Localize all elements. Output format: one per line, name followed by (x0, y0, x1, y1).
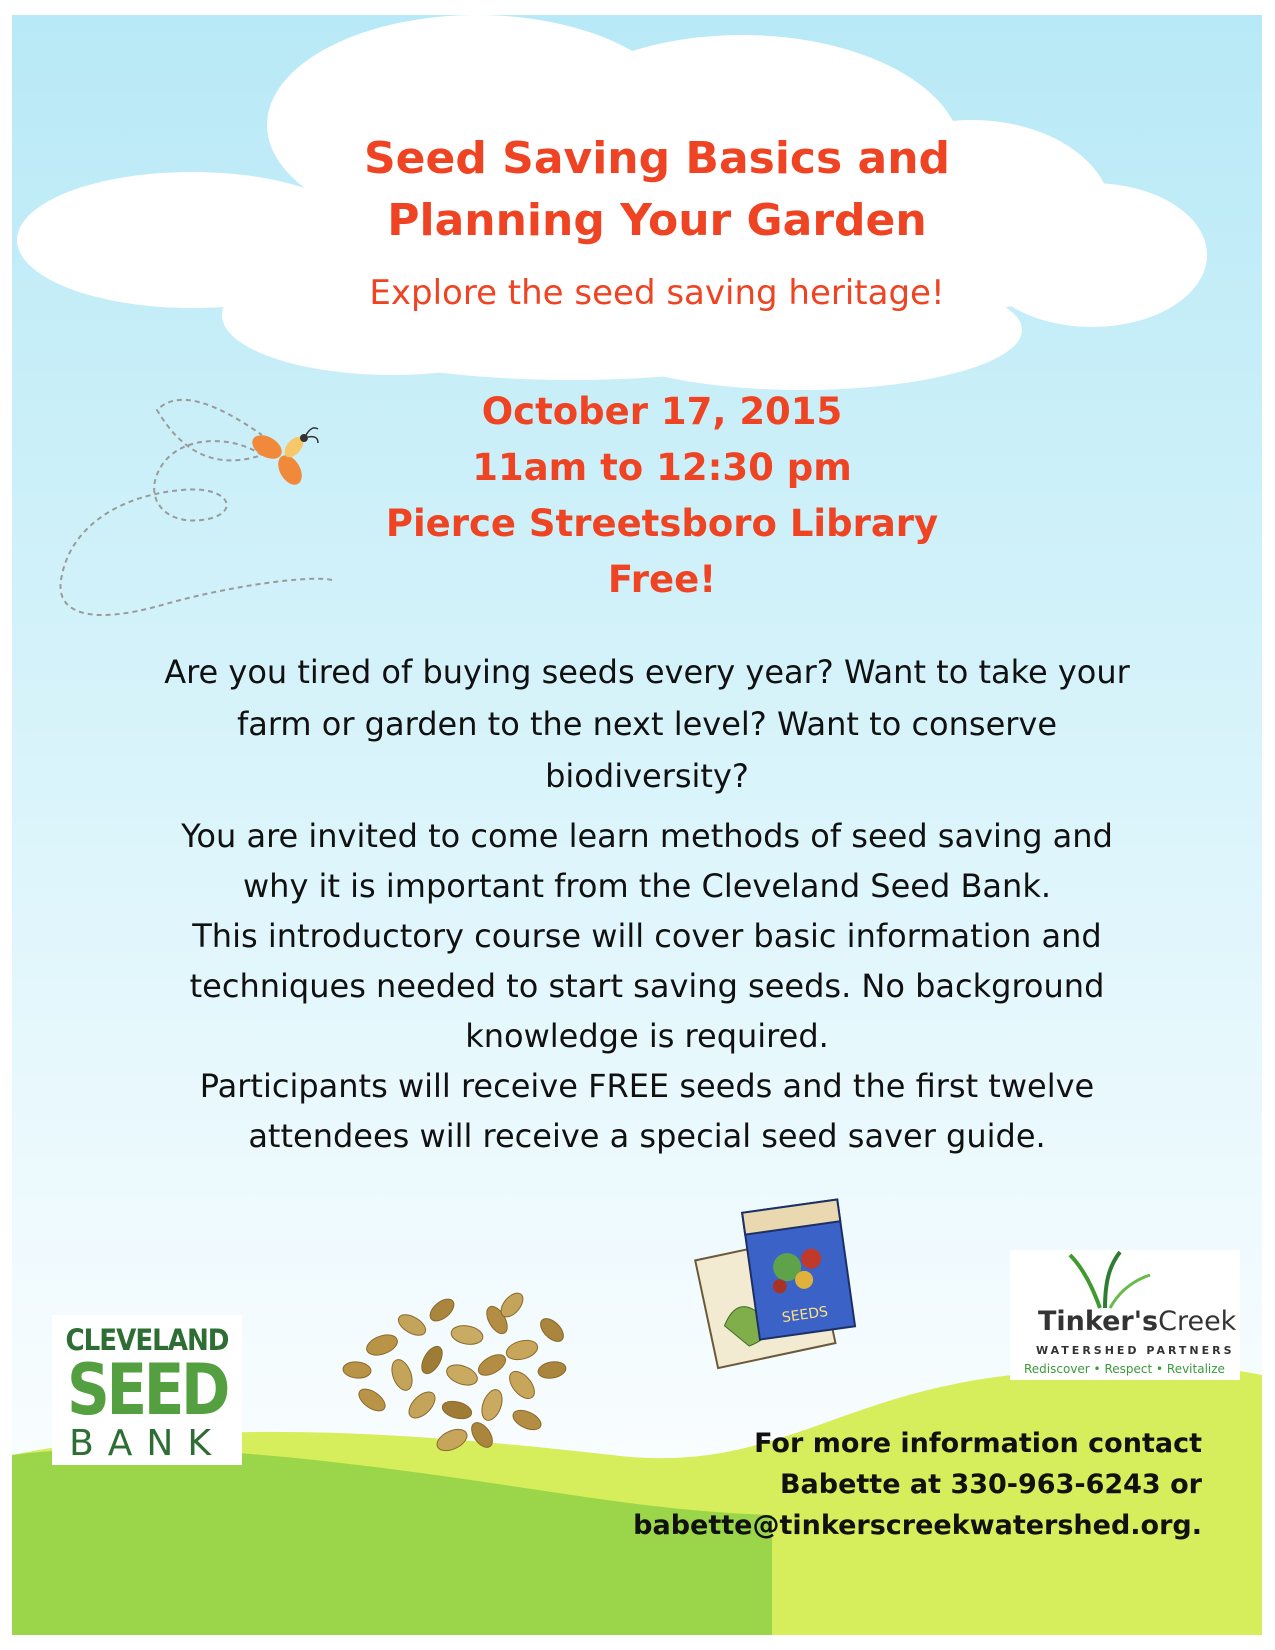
details-line: You are invited to come learn methods of seed saving and (181, 817, 1113, 855)
title-line-2: Planning Your Garden (387, 195, 927, 246)
tinkers-creek-subline: WATERSHED PARTNERS (1036, 1344, 1235, 1357)
event-date: October 17, 2015 (481, 390, 843, 433)
seed-packet-image (12, 15, 1262, 1635)
grass-swoosh-icon (1010, 1250, 1240, 1310)
event-price: Free! (607, 558, 717, 601)
subtitle: Explore the seed saving heritage! (369, 273, 945, 313)
details-line: knowledge is required. (465, 1017, 829, 1055)
event-location: Pierce Streetsboro Library (385, 502, 939, 545)
contact-email[interactable]: babette@tinkerscreekwatershed.org. (633, 1510, 1202, 1541)
tinkers-creek-tagline: Rediscover • Respect • Revitalize (1024, 1362, 1225, 1376)
intro-line: Are you tired of buying seeds every year? Want to take your (164, 653, 1130, 691)
details-line: This introductory course will cover basic information and (192, 917, 1102, 955)
intro-line: farm or garden to the next level? Want to conserve (236, 705, 1058, 743)
seed-bank-line-1: CLEVELAND (65, 1323, 229, 1357)
event-time: 11am to 12:30 pm (472, 446, 852, 489)
seed-bank-line-3: BANK (69, 1423, 225, 1464)
flyer (12, 15, 1262, 1635)
contact-block (562, 1423, 1202, 1546)
contact-line-1: For more information contact (754, 1428, 1202, 1459)
details-line: why it is important from the Cleveland Seed Bank. (242, 867, 1052, 905)
tinkers-creek-logo (1010, 1250, 1240, 1380)
title-line-1: Seed Saving Basics and (363, 133, 951, 184)
details-line: Participants will receive FREE seeds and the first twelve (199, 1067, 1095, 1105)
details-line: attendees will receive a special seed saver guide. (248, 1117, 1046, 1155)
tinkers-creek-name (1038, 1306, 1236, 1337)
tinkers-creek-name-light: Creek (1158, 1306, 1237, 1337)
details-line: techniques needed to start saving seeds. No background (189, 967, 1105, 1005)
seed-packet-label: SEEDS (780, 1303, 830, 1327)
intro-line: biodiversity? (545, 757, 749, 795)
seed-bank-line-2: SEED (67, 1349, 227, 1431)
tinkers-creek-name-bold: Tinker's (1038, 1306, 1159, 1337)
contact-line-2: Babette at 330-963-6243 or (779, 1469, 1202, 1500)
